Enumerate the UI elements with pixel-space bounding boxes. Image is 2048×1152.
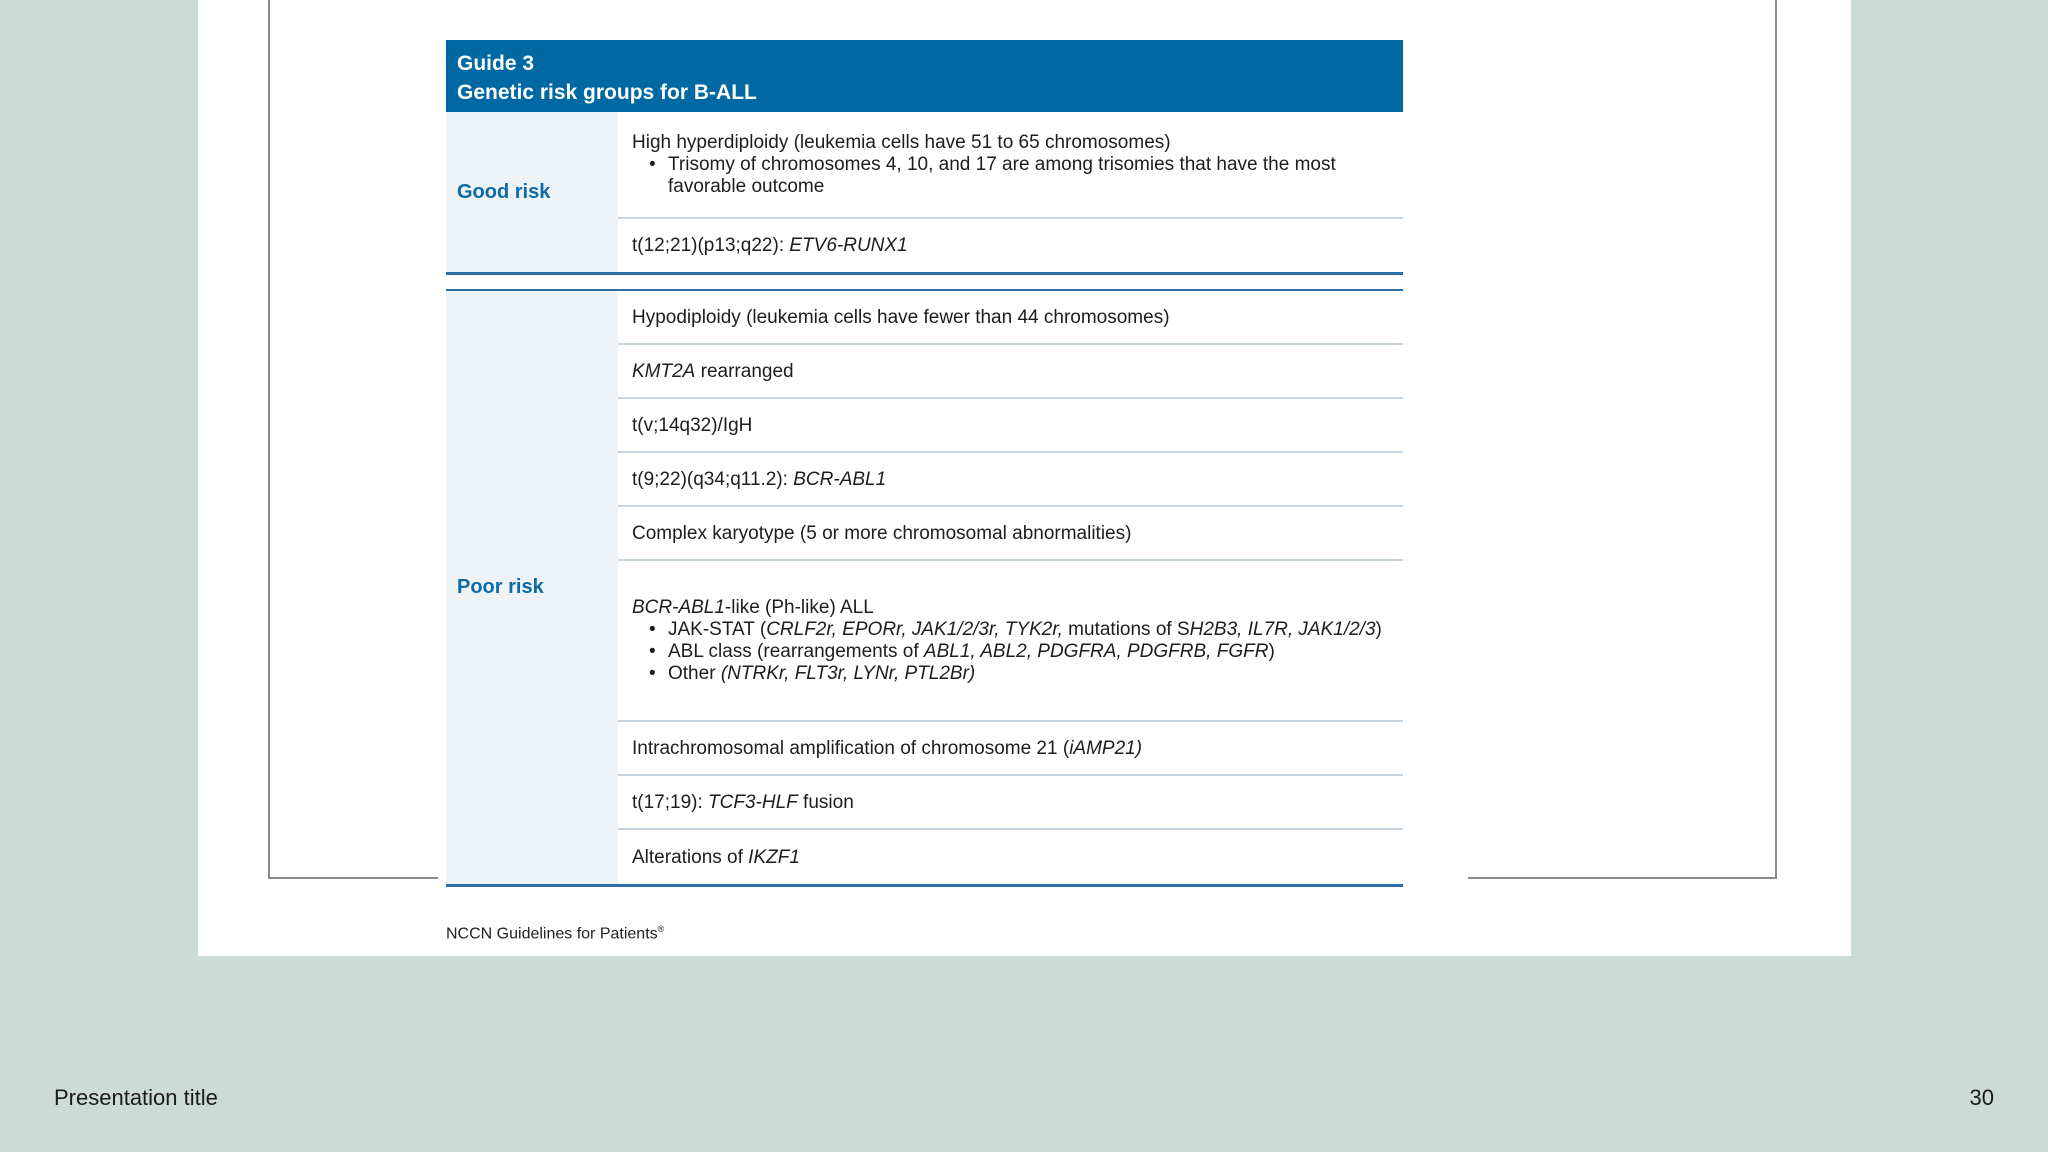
table-row	[618, 453, 1403, 507]
good-risk-group	[446, 112, 1403, 275]
table-row	[618, 507, 1403, 561]
row-text: Intrachromosomal amplification of chromosome 21 (	[632, 737, 1070, 759]
gene-name: iAMP21)	[1069, 737, 1143, 759]
bullet-item: • ABL class (rearrangements of ABL1, ABL2, PDGFRA, PDGFRB, FGFR)	[632, 641, 1389, 663]
embedded-guide-image	[198, 0, 1851, 956]
table-header	[446, 40, 1403, 112]
gene-name: IKZF1	[748, 846, 800, 868]
row-text: High hyperdiploidy (leukemia cells have 51 to 65 chromosomes)	[632, 132, 1171, 153]
row-text: Hypodiploidy (leukemia cells have fewer than 44 chromosomes)	[632, 306, 1170, 328]
credit-text: NCCN Guidelines for Patients	[446, 925, 658, 943]
row-text: t(9;22)(q34;q11.2):	[632, 468, 794, 490]
poor-risk-label: Poor risk	[446, 291, 618, 884]
row-text: -like (Ph-like) ALL	[724, 597, 874, 618]
table-row	[618, 219, 1403, 272]
slide-number: 30	[1969, 1085, 1994, 1110]
guide-number: Guide 3	[457, 52, 535, 75]
table-row	[618, 399, 1403, 453]
row-text: t(17;19):	[632, 791, 709, 813]
gene-name: BCR-ABL1	[632, 597, 725, 618]
poor-risk-group	[446, 289, 1403, 887]
gene-name: BCR-ABL1	[793, 468, 887, 490]
bullet-item: • Other (NTRKr, FLT3r, LYNr, PTL2Br)	[632, 663, 1389, 685]
table-row	[618, 722, 1403, 776]
bullet-item: • Trisomy of chromosomes 4, 10, and 17 are among trisomies that have the most favorable outcome	[632, 154, 1389, 198]
nccn-credit	[446, 924, 664, 943]
row-text: t(12;21)(p13;q22):	[632, 235, 790, 256]
row-text: Alterations of	[632, 846, 749, 868]
guide-title: Genetic risk groups for B-ALL	[457, 81, 757, 104]
row-text: Complex karyotype (5 or more chromosomal abnormalities)	[632, 522, 1132, 544]
good-risk-rows	[618, 112, 1403, 272]
table-row	[618, 830, 1403, 884]
row-text: t(v;14q32)/IgH	[632, 414, 753, 436]
risk-groups-table	[446, 40, 1403, 887]
table-row	[618, 776, 1403, 830]
gene-name: TCF3-HLF	[708, 791, 798, 813]
table-row	[618, 112, 1403, 219]
good-risk-label: Good risk	[446, 112, 618, 272]
registered-mark: ®	[657, 924, 665, 934]
presentation-title: Presentation title	[54, 1085, 218, 1110]
gene-name: KMT2A	[632, 360, 696, 382]
table-row	[618, 345, 1403, 399]
row-text: rearranged	[695, 360, 794, 382]
poor-risk-rows	[618, 291, 1403, 884]
table-row	[618, 561, 1403, 722]
row-text: fusion	[797, 791, 854, 813]
bullet-item: • JAK-STAT (CRLF2r, EPORr, JAK1/2/3r, TYK2r, mutations of SH2B3, IL7R, JAK1/2/3)	[632, 619, 1389, 641]
gene-name: ETV6-RUNX1	[789, 235, 908, 256]
group-divider	[446, 275, 1403, 289]
table-row	[618, 291, 1403, 345]
